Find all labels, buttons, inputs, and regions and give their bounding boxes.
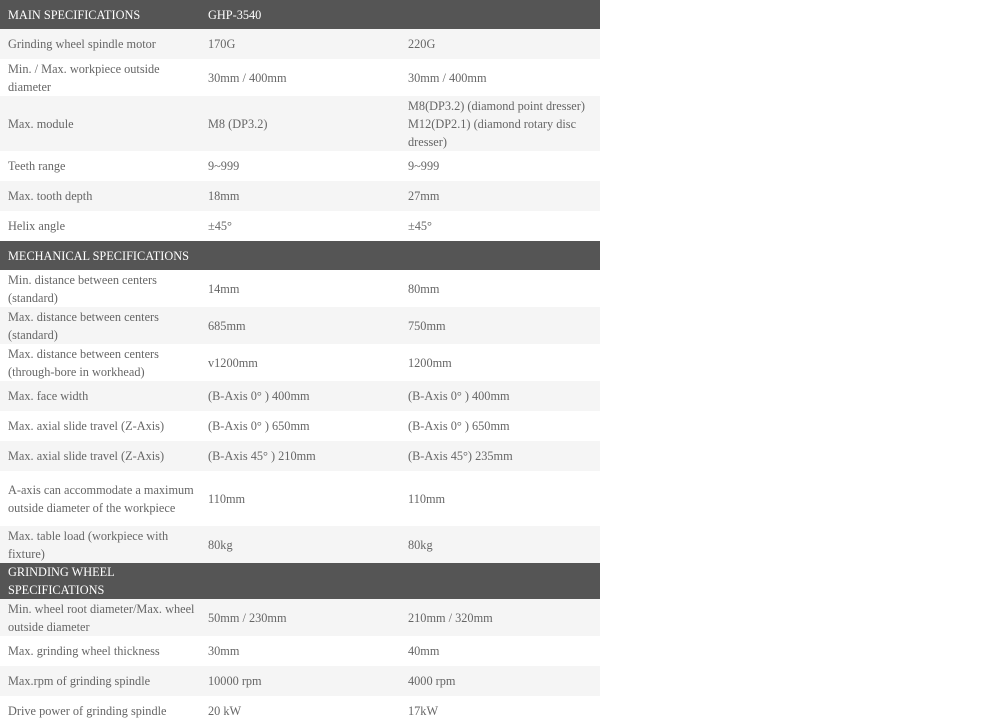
- table-row: [0, 59, 600, 96]
- spec-label: Max.rpm of grinding spindle: [0, 666, 200, 696]
- spec-value-2: ±45°: [408, 219, 432, 233]
- section-header-mechanical: [0, 241, 600, 270]
- spec-value-1: 80kg: [200, 526, 400, 563]
- spec-label: Max. axial slide travel (Z-Axis): [8, 419, 165, 433]
- table-row: [0, 181, 600, 211]
- section-header-cell: [400, 241, 600, 270]
- section-header-grinding-wheel: [0, 563, 600, 599]
- spec-label: Max. face width: [0, 381, 200, 411]
- table-row: [0, 411, 600, 441]
- section-title: GRINDING WHEEL SPECIFICATIONS: [0, 563, 200, 599]
- section-header-main: [0, 0, 600, 29]
- spec-label: Min. wheel root diameter/Max. wheel outside diameter: [0, 599, 200, 636]
- spec-value-2: 27mm: [400, 181, 600, 211]
- spec-value-1: 110mm: [208, 491, 246, 506]
- section-header-cell: [200, 563, 400, 599]
- section-header-cell: [400, 0, 600, 29]
- spec-value-1: (B-Axis 0° ) 650mm: [208, 419, 310, 433]
- spec-value-2: 40mm: [408, 644, 440, 658]
- table-row: [0, 211, 600, 241]
- spec-label: A-axis can accommodate a maximum outside diameter of the workpiece: [8, 482, 194, 515]
- table-row: [0, 441, 600, 471]
- table-row: [0, 381, 600, 411]
- spec-value-1: 20 kW: [208, 704, 242, 718]
- spec-value-2: 80kg: [400, 526, 600, 563]
- spec-label: Helix angle: [8, 219, 66, 233]
- section-header-cell: [200, 241, 400, 270]
- table-row: [0, 344, 600, 381]
- spec-value-2: 30mm / 400mm: [408, 70, 487, 85]
- spec-value-1: 170G: [200, 29, 400, 59]
- spec-value-2: 80mm: [408, 281, 440, 296]
- spec-value-1: 685mm: [200, 307, 400, 344]
- spec-label: Max. table load (workpiece with fixture): [0, 526, 200, 563]
- spec-value-2: 220G: [400, 29, 600, 59]
- spec-value-2: 4000 rpm: [400, 666, 600, 696]
- spec-value-2: 110mm: [408, 491, 446, 506]
- spec-label: Max. axial slide travel (Z-Axis): [0, 441, 200, 471]
- table-row: [0, 151, 600, 181]
- spec-value-1: v1200mm: [208, 355, 258, 370]
- table-row: [0, 666, 600, 696]
- spec-value-2: (B-Axis 45°) 235mm: [400, 441, 600, 471]
- spec-label: Max. distance between centers (standard): [0, 307, 200, 344]
- spec-label: Min. distance between centers (standard): [8, 272, 157, 305]
- spec-value-2: 1200mm: [408, 355, 452, 370]
- spec-value-1: 50mm / 230mm: [200, 599, 400, 636]
- table-row: [0, 636, 600, 666]
- spec-label: Max. tooth depth: [0, 181, 200, 211]
- spec-label: Drive power of grinding spindle: [8, 704, 167, 718]
- table-row: [0, 29, 600, 59]
- spec-label: Max. distance between centers (through-bore in workhead): [8, 346, 159, 379]
- table-row: [0, 96, 600, 151]
- spec-value-1: 18mm: [200, 181, 400, 211]
- table-row: [0, 270, 600, 307]
- spec-value-2: 210mm / 320mm: [400, 599, 600, 636]
- spec-value-1: M8 (DP3.2): [200, 96, 400, 151]
- table-row: [0, 526, 600, 563]
- spec-value-1: 10000 rpm: [200, 666, 400, 696]
- spec-label: Min. / Max. workpiece outside diameter: [8, 61, 160, 94]
- table-row: [0, 471, 600, 526]
- spec-value-2: (B-Axis 0° ) 400mm: [400, 381, 600, 411]
- spec-value-1: 30mm / 400mm: [208, 70, 287, 85]
- spec-value-2: M8(DP3.2) (diamond point dresser) M12(DP2.1) (diamond rotary disc dresser): [400, 96, 600, 151]
- spec-value-1: 14mm: [208, 281, 240, 296]
- section-title: MAIN SPECIFICATIONS: [0, 0, 200, 29]
- table-row: [0, 307, 600, 344]
- spec-label: Max. module: [0, 96, 200, 151]
- spec-value-1: 9~999: [208, 159, 240, 173]
- spec-value-1: ±45°: [208, 219, 232, 233]
- spec-value-2: 9~999: [408, 159, 440, 173]
- spec-value-1: (B-Axis 45° ) 210mm: [200, 441, 400, 471]
- spec-label: Grinding wheel spindle motor: [0, 29, 200, 59]
- spec-value-1: (B-Axis 0° ) 400mm: [200, 381, 400, 411]
- spec-value-2: (B-Axis 0° ) 650mm: [408, 419, 510, 433]
- section-header-cell: [400, 563, 600, 599]
- spec-label: Teeth range: [8, 159, 66, 173]
- spec-value-2: 750mm: [400, 307, 600, 344]
- table-row: [0, 599, 600, 636]
- spec-value-2: 17kW: [408, 704, 439, 718]
- spec-value-1: 30mm: [208, 644, 240, 658]
- section-title: MECHANICAL SPECIFICATIONS: [0, 241, 200, 270]
- spec-label: Max. grinding wheel thickness: [8, 644, 160, 658]
- model-name: GHP-3540: [200, 0, 400, 29]
